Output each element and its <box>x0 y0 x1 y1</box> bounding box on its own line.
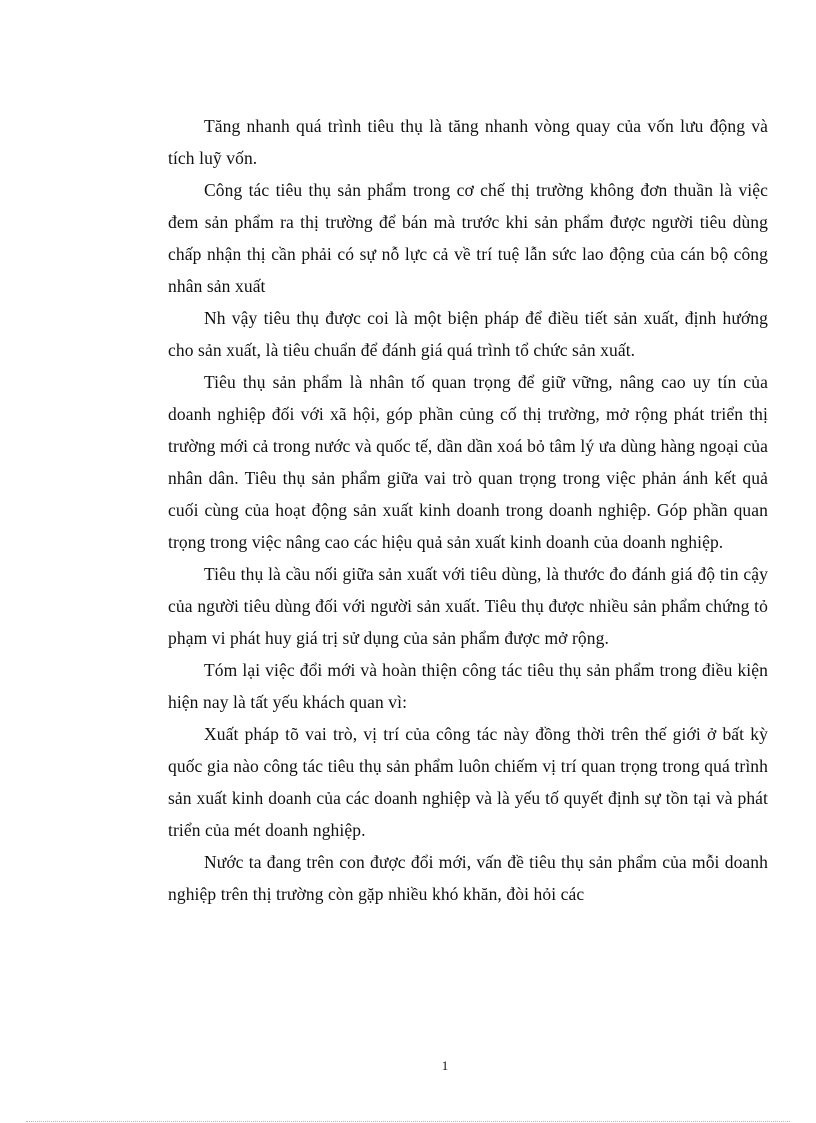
paragraph-5: Tiêu thụ là cầu nối giữa sản xuất với tiêu dùng, là thước đo đánh giá độ tin cậy của người tiêu dùng đối với người sản xuất. Tiêu thụ được nhiều sản phẩm chứng tỏ phạm vi phát huy giá trị sử dụng của sản phẩm được mở rộng. <box>168 564 768 648</box>
paragraph-1: Tăng nhanh quá trình tiêu thụ là tăng nhanh vòng quay của vốn lưu động và tích luỹ vốn. <box>168 116 768 168</box>
paragraph-4: Tiêu thụ sản phẩm là nhân tố quan trọng để giữ vững, nâng cao uy tín của doanh nghiệp đối với xã hội, góp phần củng cố thị trường, mở rộng phát triển thị trường mới cả trong nước và quốc tế, dần dần xoá bỏ tâm lý ưa dùng hàng ngoại của nhân dân. Tiêu thụ sản phẩm giữa vai trò quan trọng trong việc phản ánh kết quả cuối cùng của hoạt động sản xuất kinh doanh trong doanh nghiệp. Góp phần quan trọng trong việc nâng cao các hiệu quả sản xuất kinh doanh của doanh nghiệp. <box>168 372 768 552</box>
paragraph-2: Công tác tiêu thụ sản phẩm trong cơ chế thị trường không đơn thuần là việc đem sản phẩm ra thị trường để bán mà trước khi sản phẩm được người tiêu dùng chấp nhận thị cần phải có sự nỗ lực cả về trí tuệ lẫn sức lao động của cán bộ công nhân sản xuất <box>168 180 768 296</box>
body-text <box>168 110 768 910</box>
paragraph-7: Xuất pháp tõ vai trò, vị trí của công tác này đồng thời trên thế giới ở bất kỳ quốc gia nào công tác tiêu thụ sản phẩm luôn chiếm vị trí quan trọng trong quá trình sản xuất kinh doanh của các doanh nghiệp và là yếu tố quyết định sự tồn tại và phát triển của mét doanh nghiệp. <box>168 724 768 840</box>
footer-divider <box>26 1121 790 1122</box>
page-number: 1 <box>441 1058 449 1073</box>
paragraph-8: Nước ta đang trên con được đổi mới, vấn đề tiêu thụ sản phẩm của mỗi doanh nghiệp trên thị trường còn gặp nhiều khó khăn, đòi hỏi các <box>168 852 768 904</box>
paragraph-6: Tóm lại việc đổi mới và hoàn thiện công tác tiêu thụ sản phẩm trong điều kiện hiện nay là tất yếu khách quan vì: <box>168 660 768 712</box>
paragraph-3: Nh vậy tiêu thụ được coi là một biện pháp để điều tiết sản xuất, định hướng cho sản xuất, là tiêu chuẩn để đánh giá quá trình tổ chức sản xuất. <box>168 308 768 360</box>
